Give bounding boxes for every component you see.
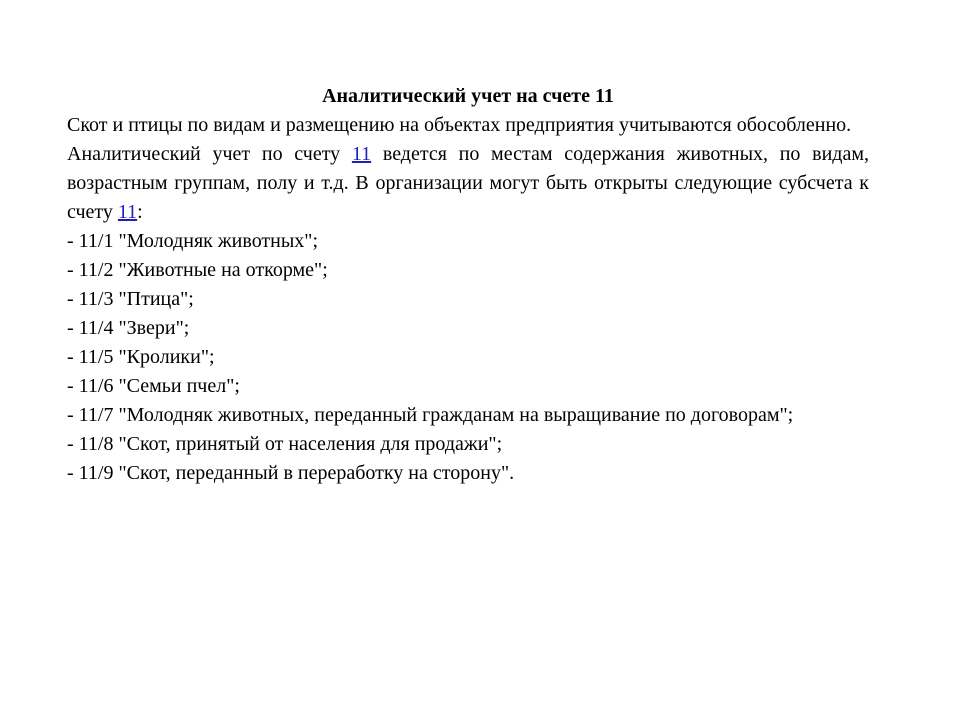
subaccount-item-11-7: - 11/7 "Молодняк животных, переданный гражданам на выращивание по договорам"; xyxy=(67,404,794,426)
account-11-link[interactable]: 11 xyxy=(351,143,372,165)
subaccount-item-11-5: - 11/5 "Кролики"; xyxy=(67,346,215,368)
subaccount-item-11-8: - 11/8 "Скот, принятый от населения для продажи"; xyxy=(67,433,503,455)
analytics-paragraph xyxy=(67,140,869,227)
analytics-text-part2: ведется по местам содержания животных, по видам, возрастным группам, полу и т.д. В организации могут быть открыты следующие субсчета к счету xyxy=(67,143,869,223)
analytics-text-part1: Аналитический учет по счету xyxy=(67,143,352,165)
subaccount-item-11-2: - 11/2 "Животные на откорме"; xyxy=(67,259,328,281)
subaccount-item-11-1: - 11/1 "Молодняк животных"; xyxy=(67,230,319,252)
subaccount-item-11-3: - 11/3 "Птица"; xyxy=(67,288,194,310)
subaccount-item-11-4: - 11/4 "Звери"; xyxy=(67,317,190,339)
subaccount-item-11-6: - 11/6 "Семьи пчел"; xyxy=(67,375,240,397)
subaccount-item-11-9: - 11/9 "Скот, переданный в переработку на сторону". xyxy=(67,462,515,484)
analytics-text-part3: : xyxy=(137,201,143,223)
document-body xyxy=(67,82,869,488)
account-11-link-2[interactable]: 11 xyxy=(117,201,138,223)
intro-paragraph: Скот и птицы по видам и размещению на объектах предприятия учитываются обособленно. xyxy=(67,114,852,136)
document-title: Аналитический учет на счете 11 xyxy=(322,85,614,107)
